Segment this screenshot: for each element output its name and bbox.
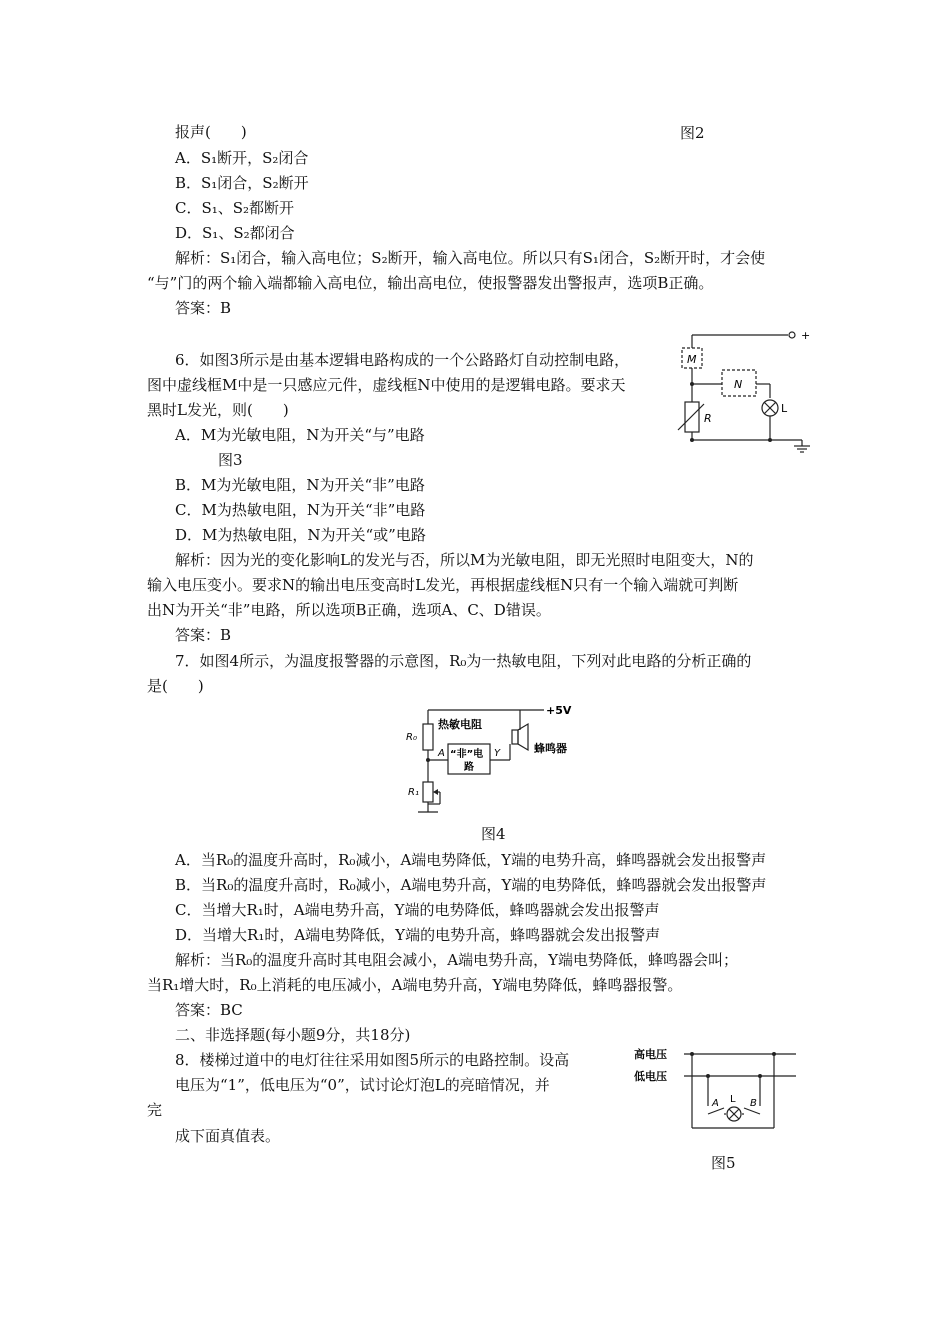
l-label: L	[781, 402, 788, 415]
answer-line: 答案：B	[175, 299, 232, 317]
question-8-line: 电压为“1”，低电压为“0”，试讨论灯泡L的亮暗情况，并	[175, 1076, 550, 1094]
figure-4-circuit	[378, 700, 598, 818]
thermistor-label: 热敏电阻	[438, 718, 482, 731]
question-6-line: 6．如图3所示是由基本逻辑电路构成的一个公路路灯自动控制电路，	[175, 351, 630, 369]
question-8-line: 成下面真值表。	[175, 1127, 281, 1145]
lamp-l-label: L	[730, 1094, 736, 1105]
question-7-line: 7．如图4所示，为温度报警器的示意图，R₀为一热敏电阻，下列对此电路的分析正确的	[175, 652, 752, 670]
analysis-line: 解析：当R₀的温度升高时其电阻会减小，A端电势升高，Y端电势降低，蜂鸣器会叫；	[175, 951, 739, 969]
figure-3-caption: 图3	[218, 451, 243, 469]
figure-2-caption: 图2	[680, 124, 705, 142]
section-heading: 二、非选择题(每小题9分，共18分)	[175, 1026, 411, 1044]
option-c: C．M为热敏电阻，N为开关“非”电路	[175, 501, 426, 519]
question-6-line: 黑时L发光，则( )	[147, 401, 289, 419]
option-c: C．S₁、S₂都断开	[175, 199, 295, 217]
a-terminal-label: A	[438, 748, 445, 759]
option-d: D．M为热敏电阻，N为开关“或”电路	[175, 526, 426, 544]
figure-5-circuit	[634, 1044, 804, 1138]
r-label: R	[704, 412, 712, 425]
option-d: D．S₁、S₂都闭合	[175, 224, 295, 242]
gate-label-bottom: 路	[464, 762, 474, 773]
switch-a-label: A	[712, 1098, 719, 1109]
r1-label: R₁	[408, 787, 419, 798]
option-b: B．M为光敏电阻，N为开关“非”电路	[175, 476, 425, 494]
r0-label: R₀	[406, 732, 417, 743]
analysis-line: “与”门的两个输入端都输入高电位，输出高电位，使报警器发出警报声，选项B正确。	[147, 274, 714, 292]
buzzer-label: 蜂鸣器	[534, 742, 567, 755]
answer-line: 答案：B	[175, 626, 232, 644]
analysis-line: 当R₁增大时，R₀上消耗的电压减小，A端电势升高，Y端电势降低，蜂鸣器报警。	[147, 976, 683, 994]
option-c: C．当增大R₁时，A端电势升高，Y端的电势降低，蜂鸣器就会发出报警声	[175, 901, 660, 919]
figure-5-caption: 图5	[711, 1154, 736, 1172]
option-d: D．当增大R₁时，A端电势降低，Y端的电势升高，蜂鸣器就会发出报警声	[175, 926, 661, 944]
option-a: A．当R₀的温度升高时，R₀减小，A端电势降低，Y端的电势升高，蜂鸣器就会发出报警声	[175, 851, 767, 869]
analysis-line: 出N为开关“非”电路，所以选项B正确，选项A、C、D错误。	[147, 601, 551, 619]
question-8-line: 完	[147, 1101, 163, 1119]
plus-terminal-label: +	[801, 329, 811, 342]
gate-label-top: “非”电	[450, 749, 484, 760]
figure-4-caption: 图4	[481, 825, 506, 843]
question-8-line: 8．楼梯过道中的电灯往往采用如图5所示的电路控制。设高	[175, 1051, 570, 1069]
option-b: B．S₁闭合，S₂断开	[175, 174, 309, 192]
high-voltage-label: 高电压	[634, 1048, 667, 1061]
answer-line: 答案：BC	[175, 1001, 243, 1019]
question-6-line: 图中虚线框M中是一只感应元件，虚线框N中使用的是逻辑电路。要求天	[147, 376, 626, 394]
n-box-label: N	[734, 378, 743, 391]
option-b: B．当R₀的温度升高时，R₀减小，A端电势升高，Y端的电势降低，蜂鸣器就会发出报警声	[175, 876, 767, 894]
option-a: A．M为光敏电阻，N为开关“与”电路	[175, 426, 425, 444]
analysis-line: 解析：S₁闭合，输入高电位；S₂断开，输入高电位。所以只有S₁闭合，S₂断开时，才会使	[175, 249, 766, 267]
question-7-line: 是( )	[147, 677, 204, 695]
switch-b-label: B	[750, 1098, 757, 1109]
analysis-line: 解析：因为光的变化影响L的发光与否，所以M为光敏电阻，即无光照时电阻变大，N的	[175, 551, 754, 569]
option-a: A．S₁断开，S₂闭合	[175, 149, 309, 167]
analysis-line: 输入电压变小。要求N的输出电压变高时L发光，再根据虚线框N只有一个输入端就可判断	[147, 576, 739, 594]
text-line: 报声( )	[175, 123, 247, 141]
figure-3-circuit	[670, 322, 820, 454]
m-box-label: M	[687, 353, 697, 366]
supply-label: +5V	[546, 704, 572, 717]
y-terminal-label: Y	[494, 748, 501, 759]
low-voltage-label: 低电压	[634, 1070, 667, 1083]
